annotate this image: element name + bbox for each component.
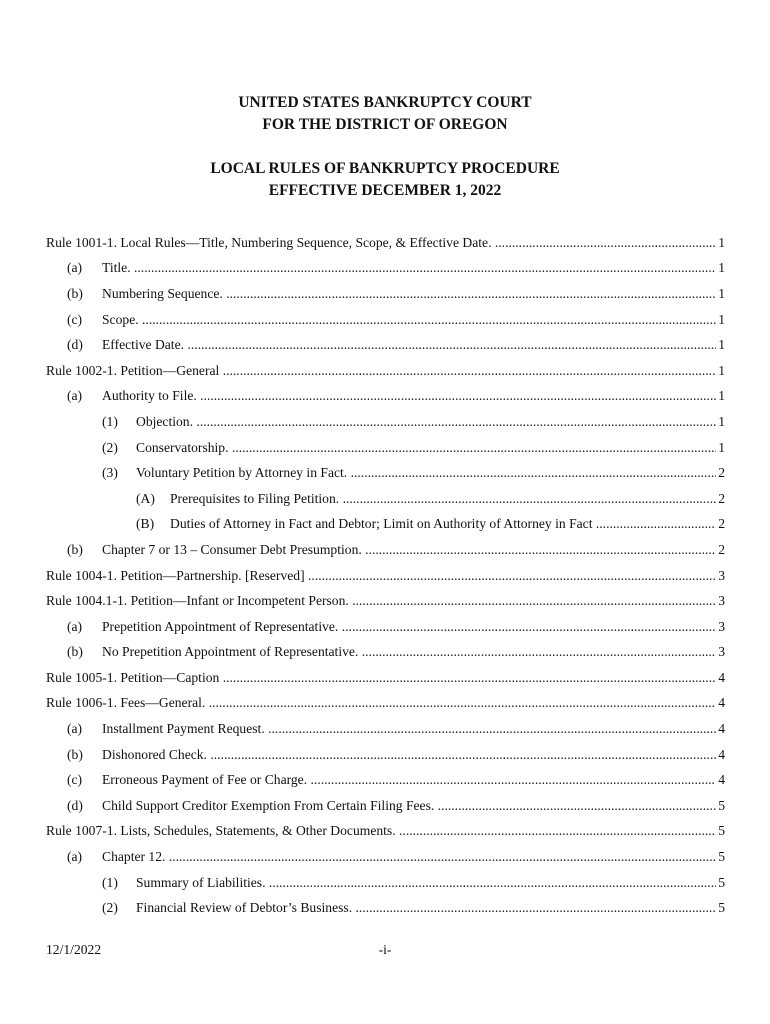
toc-entry-title: Chapter 7 or 13 – Consumer Debt Presumption.: [102, 541, 362, 557]
toc-subentry: [46, 460, 725, 486]
toc-entry-label: (b): [67, 746, 83, 762]
toc-entry-text: [102, 542, 716, 558]
toc-entry-label: (d): [67, 337, 83, 353]
toc-page-number: 1: [718, 362, 725, 378]
document-title-line: LOCAL RULES OF BANKRUPTCY PROCEDURE: [210, 160, 560, 177]
toc-entry-text: [102, 388, 716, 404]
toc-entry-text: [170, 516, 716, 532]
toc-subentry: [46, 844, 725, 870]
toc-entry-label: (3): [102, 465, 118, 481]
toc-subentry: [46, 895, 725, 921]
toc-entry-text: [46, 593, 716, 609]
toc-entry-title: Voluntary Petition by Attorney in Fact.: [136, 465, 348, 481]
toc-page-number: 3: [718, 593, 725, 609]
toc-entry-text: [136, 875, 716, 891]
toc-entry-title: Rule 1005-1. Petition—Caption: [46, 669, 220, 685]
toc-entry-title: Financial Review of Debtor’s Business.: [136, 900, 353, 916]
toc-entry-label: (B): [136, 516, 155, 532]
toc-subentry: [46, 742, 725, 768]
toc-subentry: [46, 716, 725, 742]
toc-entry-text: [136, 440, 716, 456]
toc-entry-text: [46, 823, 716, 839]
toc-entry-title: Rule 1006-1. Fees—General.: [46, 695, 206, 711]
toc-entry-text: [136, 900, 716, 916]
table-of-contents: [46, 230, 725, 921]
toc-entry-text: [102, 772, 716, 788]
footer-date: 12/1/2022: [46, 942, 102, 957]
toc-entry-title: Erroneous Payment of Fee or Charge.: [102, 772, 308, 788]
toc-page-number: 2: [718, 465, 725, 481]
toc-page-number: 1: [718, 388, 725, 404]
toc-rule-entry: [46, 665, 725, 691]
toc-page-number: 3: [718, 618, 725, 634]
toc-page-number: 3: [718, 567, 725, 583]
toc-page-number: 5: [718, 874, 725, 890]
toc-entry-label: (2): [102, 900, 118, 916]
toc-entry-text: [102, 312, 716, 328]
toc-page-number: 1: [718, 285, 725, 301]
toc-entry-title: Rule 1004-1. Petition—Partnership. [Reserved]: [46, 567, 305, 583]
toc-entry-title: Prerequisites to Filing Petition.: [170, 490, 340, 506]
toc-page-number: 4: [718, 721, 725, 737]
toc-entry-title: Numbering Sequence.: [102, 285, 223, 301]
toc-entry-title: Conservatorship.: [136, 439, 229, 455]
toc-entry-text: [102, 286, 716, 302]
toc-entry-title: Authority to File.: [102, 388, 197, 404]
toc-subentry: [46, 332, 725, 358]
toc-rule-entry: [46, 588, 725, 614]
toc-subentry: [46, 256, 725, 282]
toc-page-number: 2: [718, 516, 725, 532]
toc-entry-title: No Prepetition Appointment of Representative.: [102, 644, 359, 660]
toc-subentry: [46, 640, 725, 666]
toc-entry-label: (a): [67, 618, 83, 634]
toc-entry-title: Duties of Attorney in Fact and Debtor; Limit on Authority of Attorney in Fact: [170, 516, 593, 532]
toc-entry-text: [46, 568, 716, 584]
toc-page-number: 2: [718, 490, 725, 506]
toc-page-number: 5: [718, 900, 725, 916]
toc-entry-label: (1): [102, 413, 118, 429]
toc-entry-title: Installment Payment Request.: [102, 721, 265, 737]
toc-subentry: [46, 307, 725, 333]
toc-subentry: [46, 512, 725, 538]
toc-entry-text: [46, 235, 716, 251]
toc-entry-label: (a): [67, 388, 83, 404]
toc-entry-title: Objection.: [136, 413, 194, 429]
toc-subentry: [46, 409, 725, 435]
toc-page-number: 4: [718, 772, 725, 788]
toc-page-number: 5: [718, 797, 725, 813]
toc-entry-text: [46, 670, 716, 686]
toc-entry-text: [102, 849, 716, 865]
toc-entry-title: Dishonored Check.: [102, 746, 207, 762]
court-district: FOR THE DISTRICT OF OREGON: [262, 116, 508, 133]
toc-entry-text: [102, 798, 716, 814]
toc-entry-text: [102, 619, 716, 635]
toc-page-number: 2: [718, 541, 725, 557]
toc-entry-title: Child Support Creditor Exemption From Certain Filing Fees.: [102, 797, 435, 813]
document-title: [0, 158, 770, 202]
toc-entry-label: (2): [102, 439, 118, 455]
toc-subentry: [46, 486, 725, 512]
toc-entry-label: (b): [67, 541, 83, 557]
toc-entry-text: [46, 363, 716, 379]
toc-rule-entry: [46, 230, 725, 256]
toc-subentry: [46, 537, 725, 563]
toc-entry-label: (c): [67, 772, 83, 788]
toc-entry-title: Summary of Liabilities.: [136, 874, 266, 890]
toc-entry-title: Scope.: [102, 311, 139, 327]
toc-entry-label: (a): [67, 260, 83, 276]
toc-page-number: 3: [718, 644, 725, 660]
toc-page-number: 5: [718, 849, 725, 865]
toc-page-number: 4: [718, 746, 725, 762]
toc-entry-label: (A): [136, 490, 155, 506]
toc-page-number: 1: [718, 337, 725, 353]
court-heading: [0, 92, 770, 136]
toc-entry-title: Effective Date.: [102, 337, 185, 353]
toc-subentry: [46, 281, 725, 307]
toc-entry-label: (b): [67, 644, 83, 660]
toc-entry-text: [102, 260, 716, 276]
toc-rule-entry: [46, 819, 725, 845]
toc-entry-label: (d): [67, 797, 83, 813]
toc-entry-title: Rule 1002-1. Petition—General: [46, 362, 220, 378]
toc-entry-text: [136, 465, 716, 481]
toc-entry-label: (c): [67, 311, 83, 327]
toc-page-number: 1: [718, 260, 725, 276]
toc-entry-text: [102, 747, 716, 763]
toc-subentry: [46, 793, 725, 819]
toc-page-number: 1: [718, 311, 725, 327]
toc-page-number: 1: [718, 234, 725, 250]
toc-entry-text: [46, 695, 716, 711]
court-name: UNITED STATES BANKRUPTCY COURT: [238, 94, 532, 111]
toc-rule-entry: [46, 563, 725, 589]
toc-page-number: 1: [718, 413, 725, 429]
toc-entry-text: [102, 644, 716, 660]
toc-entry-text: [102, 721, 716, 737]
toc-subentry: [46, 767, 725, 793]
toc-entry-title: Rule 1004.1-1. Petition—Infant or Incompetent Person.: [46, 593, 349, 609]
toc-page-number: 4: [718, 669, 725, 685]
toc-entry-label: (1): [102, 874, 118, 890]
toc-entry-title: Chapter 12.: [102, 849, 166, 865]
toc-subentry: [46, 435, 725, 461]
toc-entry-label: (b): [67, 285, 83, 301]
toc-entry-title: Title.: [102, 260, 131, 276]
toc-page-number: 4: [718, 695, 725, 711]
toc-page-number: 1: [718, 439, 725, 455]
toc-subentry: [46, 384, 725, 410]
toc-subentry: [46, 614, 725, 640]
toc-page-number: 5: [718, 823, 725, 839]
toc-entry-title: Rule 1001-1. Local Rules—Title, Numbering Sequence, Scope, & Effective Date.: [46, 234, 492, 250]
toc-entry-text: [102, 337, 716, 353]
toc-entry-label: (a): [67, 849, 83, 865]
toc-entry-text: [136, 414, 716, 430]
effective-date-heading: EFFECTIVE DECEMBER 1, 2022: [268, 182, 502, 199]
toc-entry-title: Prepetition Appointment of Representative.: [102, 618, 339, 634]
toc-entry-text: [170, 491, 716, 507]
toc-entry-title: Rule 1007-1. Lists, Schedules, Statements, & Other Documents.: [46, 823, 396, 839]
footer-page-number: -i-: [378, 942, 392, 957]
toc-rule-entry: [46, 358, 725, 384]
toc-subentry: [46, 870, 725, 896]
toc-rule-entry: [46, 691, 725, 717]
toc-entry-label: (a): [67, 721, 83, 737]
